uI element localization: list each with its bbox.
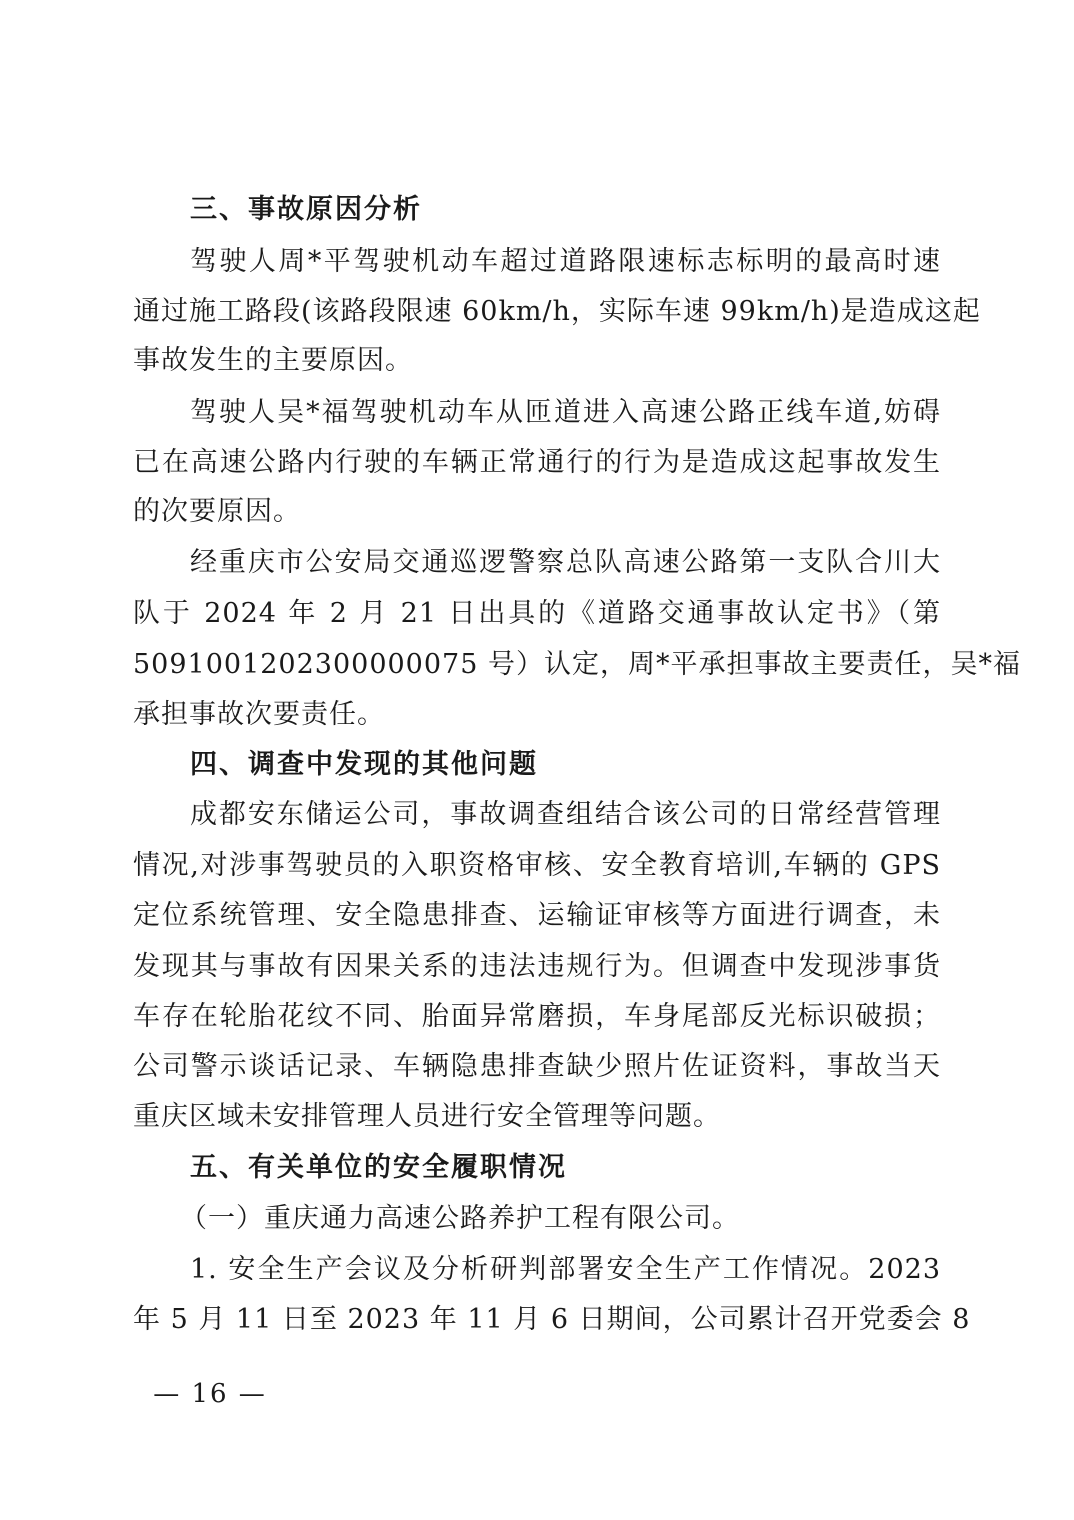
paragraph-line: 成都安东储运公司，事故调查组结合该公司的日常经营管理 xyxy=(190,799,941,830)
paragraph-line: 承担事故次要责任。 xyxy=(133,699,385,730)
paragraph-line: 已在高速公路内行驶的车辆正常通行的行为是造成这起事故发生 xyxy=(133,447,941,478)
paragraph-line: 队于 2024 年 2 月 21 日出具的《道路交通事故认定书》（第 xyxy=(133,598,941,629)
paragraph-line: 事故发生的主要原因。 xyxy=(133,345,413,376)
section-heading-4: 四、调查中发现的其他问题 xyxy=(190,749,538,780)
paragraph-line: 1. 安全生产会议及分析研判部署安全生产工作情况。2023 xyxy=(190,1254,941,1285)
page-number: — 16 — xyxy=(153,1379,267,1409)
paragraph-line: 定位系统管理、安全隐患排查、运输证审核等方面进行调查，未 xyxy=(133,900,941,931)
paragraph-line: 经重庆市公安局交通巡逻警察总队高速公路第一支队合川大 xyxy=(190,547,941,578)
paragraph-line: 公司警示谈话记录、车辆隐患排查缺少照片佐证资料，事故当天 xyxy=(133,1051,941,1082)
paragraph-line: 通过施工路段(该路段限速 60km/h，实际车速 99km/h)是造成这起 xyxy=(133,296,981,327)
paragraph-line: 重庆区域未安排管理人员进行安全管理等问题。 xyxy=(133,1101,721,1132)
section-heading-3: 三、事故原因分析 xyxy=(190,194,422,225)
paragraph-line: 年 5 月 11 日至 2023 年 11 月 6 日期间，公司累计召开党委会 8 xyxy=(133,1304,971,1335)
paragraph-line: 车存在轮胎花纹不同、胎面异常磨损，车身尾部反光标识破损； xyxy=(133,1001,941,1032)
paragraph-line: 情况,对涉事驾驶员的入职资格审核、安全教育培训,车辆的 GPS xyxy=(133,850,941,881)
paragraph-line: 发现其与事故有因果关系的违法违规行为。但调查中发现涉事货 xyxy=(133,951,941,982)
paragraph-line: 5091001202300000075 号）认定，周*平承担事故主要责任，吴*福 xyxy=(133,649,1021,680)
paragraph-line: 的次要原因。 xyxy=(133,496,301,527)
section-heading-5: 五、有关单位的安全履职情况 xyxy=(190,1152,567,1183)
paragraph-line: 驾驶人周*平驾驶机动车超过道路限速标志标明的最高时速 xyxy=(190,246,941,277)
paragraph-line: 驾驶人吴*福驾驶机动车从匝道进入高速公路正线车道,妨碍 xyxy=(190,397,941,428)
subsection-heading: （一）重庆通力高速公路养护工程有限公司。 xyxy=(180,1203,740,1234)
